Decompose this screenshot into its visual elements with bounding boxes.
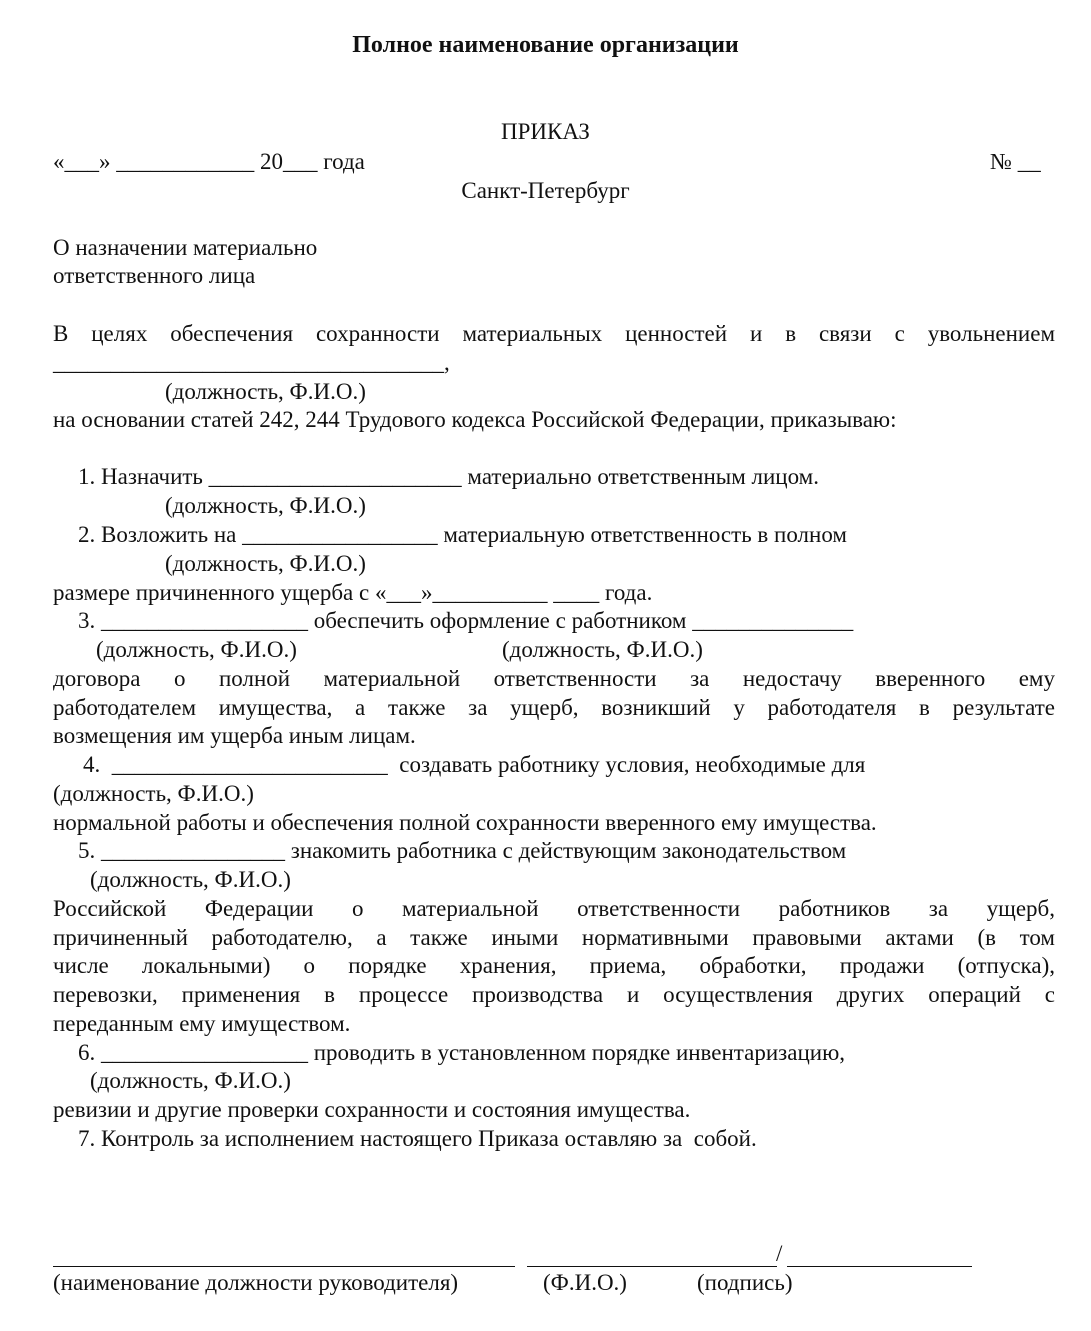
item-4-text: 4. ________________________ создавать работнику условия, необходимые для bbox=[83, 752, 866, 777]
signature-name-label: (Ф.И.О.) bbox=[543, 1270, 627, 1295]
item-6-text: 6. __________________ проводить в установленном порядке инвентаризацию, bbox=[78, 1040, 845, 1065]
item-5-continuation-4: перевозки, применения в процессе производства и осуществления других операций с bbox=[53, 982, 1055, 1007]
preamble-line-2: __________________________________, bbox=[53, 350, 450, 375]
order-subject-line-2: ответственного лица bbox=[53, 263, 256, 288]
item-2-continuation: размере причиненного ущерба с «___»__________ ____ года. bbox=[53, 580, 653, 605]
item-5-continuation-5: переданным ему имуществом. bbox=[53, 1011, 351, 1036]
item-3-continuation-1: договора о полной материальной ответственности за недостачу вверенного ему bbox=[53, 666, 1055, 691]
preamble-line-1: В целях обеспечения сохранности материальных ценностей и в связи с увольнением bbox=[53, 321, 1055, 346]
position-signature-line bbox=[53, 1266, 515, 1267]
sign-signature-line bbox=[787, 1266, 972, 1267]
signature-slash: / bbox=[776, 1241, 783, 1266]
item-4-hint: (должность, Ф.И.О.) bbox=[53, 781, 254, 806]
preamble-line-3: на основании статей 242, 244 Трудового кодекса Российской Федерации, приказываю: bbox=[53, 407, 897, 432]
signature-sign-label: (подпись) bbox=[697, 1270, 793, 1295]
item-3-continuation-3: возмещения им ущерба иным лицам. bbox=[53, 723, 416, 748]
item-3-text: 3. __________________ обеспечить оформление с работником ______________ bbox=[78, 608, 854, 633]
item-5-continuation-3: числе локальными) о порядке хранения, приема, обработки, продажи (отпуска), bbox=[53, 953, 1055, 978]
item-1-text: 1. Назначить ______________________ материально ответственным лицом. bbox=[78, 464, 819, 489]
item-6-continuation: ревизии и другие проверки сохранности и состояния имущества. bbox=[53, 1097, 691, 1122]
order-date: «___» ____________ 20___ года bbox=[53, 149, 365, 174]
item-5-continuation-2: причиненный работодателю, а также иными нормативными правовыми актами (в том bbox=[53, 925, 1055, 950]
item-3-hint-1: (должность, Ф.И.О.) bbox=[96, 637, 297, 662]
signature-position-label: (наименование должности руководителя) bbox=[53, 1270, 459, 1295]
item-2-text: 2. Возложить на _________________ материальную ответственность в полном bbox=[78, 522, 847, 547]
order-subject-line-1: О назначении материально bbox=[53, 235, 318, 260]
item-3-continuation-2: работодателем имущества, а также за ущерб, возникший у работодателя в результате bbox=[53, 695, 1055, 720]
order-number: № __ bbox=[990, 149, 1041, 174]
item-1-hint: (должность, Ф.И.О.) bbox=[165, 493, 366, 518]
item-7-text: 7. Контроль за исполнением настоящего Приказа оставляю за собой. bbox=[78, 1126, 757, 1151]
item-5-continuation-1: Российской Федерации о материальной ответственности работников за ущерб, bbox=[53, 896, 1055, 921]
order-heading: ПРИКАЗ bbox=[501, 119, 590, 144]
item-4-continuation: нормальной работы и обеспечения полной сохранности вверенного ему имущества. bbox=[53, 810, 877, 835]
organization-title: Полное наименование организации bbox=[352, 32, 739, 58]
item-3-hint-2: (должность, Ф.И.О.) bbox=[502, 637, 703, 662]
preamble-hint: (должность, Ф.И.О.) bbox=[165, 379, 366, 404]
item-6-hint: (должность, Ф.И.О.) bbox=[90, 1068, 291, 1093]
name-signature-line bbox=[527, 1266, 777, 1267]
item-2-hint: (должность, Ф.И.О.) bbox=[165, 551, 366, 576]
item-5-hint: (должность, Ф.И.О.) bbox=[90, 867, 291, 892]
item-5-text: 5. ________________ знакомить работника с действующим законодательством bbox=[78, 838, 847, 863]
order-city: Санкт-Петербург bbox=[461, 178, 630, 203]
